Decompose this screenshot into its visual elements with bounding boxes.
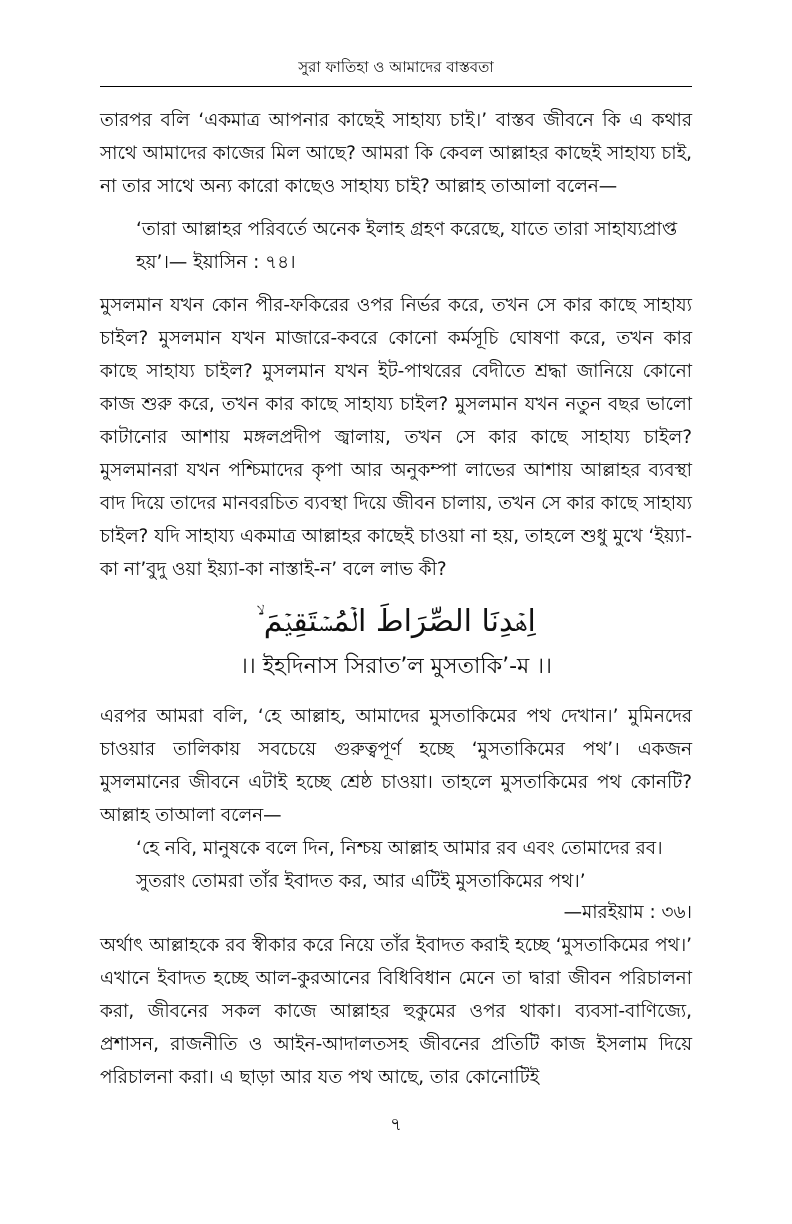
header-rule <box>100 86 692 87</box>
quote-maryam-source: —মারইয়াম : ৩৬। <box>563 902 692 923</box>
arabic-verse: اِهۡدِنَا الصِّرَاطَ الۡمُسۡتَقِيۡمَ ۙ <box>256 604 536 639</box>
quote-yasin: ‘তারা আল্লাহর পরিবর্তে অনেক ইলাহ গ্রহণ করেছে, যাতে তারা সাহায্যপ্রাপ্ত হয়’।— ইয়াসিন : ৭৪। <box>136 219 677 273</box>
verse-transliteration: ।। ইহদিনাস সিরাত’ল মুসতাকি’-ম ।। <box>239 654 552 679</box>
page-number: ৭ <box>390 1114 402 1135</box>
paragraph-1: তারপর বলি ‘একমাত্র আপনার কাছেই সাহায্য চাই।’ বাস্তব জীবনে কি এ কথার সাথে আমাদের কাজের মিল আছে? আমরা কি কেবল আল্লাহর কাছেই সাহায্য চাই, না তার সাথে অন্য কারো কাছেও সাহায্য চাই? আল্লাহ তাআলা বলেন— <box>100 110 692 197</box>
paragraph-4: অর্থাৎ আল্লাহকে রব স্বীকার করে নিয়ে তাঁর ইবাদত করাই হচ্ছে ‘মুসতাকিমের পথ।’ এখানে ইবাদত হচ্ছে আল-কুরআনের বিধিবিধান মেনে তা দ্বারা জীবন পরিচালনা করা, জীবনের সকল কাজে আল্লাহর হুকুমের ওপর থাকা। ব্যবসা-বাণিজ্যে, প্রশাসন, রাজনীতি ও আইন-আদালতসহ জীবনের প্রতিটি কাজ ইসলাম দিয়ে পরিচালনা করা। এ ছাড়া আর যত পথ আছে, তার কোনোটিই <box>100 935 692 1088</box>
running-header: সুরা ফাতিহা ও আমাদের বাস্তবতা <box>298 58 494 76</box>
quote-maryam: ‘হে নবি, মানুষকে বলে দিন, নিশ্চয় আল্লাহ আমার রব এবং তোমাদের রব। সুতরাং তোমরা তাঁর ইবাদত কর, আর এটিই মুসতাকিমের পথ।’ <box>136 838 663 892</box>
page-body <box>100 104 692 1094</box>
paragraph-3: এরপর আমরা বলি, ‘হে আল্লাহ, আমাদের মুসতাকিমের পথ দেখান।’ মুমিনদের চাওয়ার তালিকায় সবচেয়ে গুরুত্বপূর্ণ হচ্ছে ‘মুসতাকিমের পথ’। একজন মুসলমানের জীবনে এটাই হচ্ছে শ্রেষ্ঠ চাওয়া। তাহলে মুসতাকিমের পথ কোনটি? আল্লাহ তাআলা বলেন— <box>100 706 692 826</box>
paragraph-2: মুসলমান যখন কোন পীর-ফকিরের ওপর নির্ভর করে, তখন সে কার কাছে সাহায্য চাইল? মুসলমান যখন মাজারে-কবরে কোনো কর্মসূচি ঘোষণা করে, তখন কার কাছে সাহায্য চাইল? মুসলমান যখন ইট-পাথরের বেদীতে শ্রদ্ধা জানিয়ে কোনো কাজ শুরু করে, তখন কার কাছে সাহায্য চাইল? মুসলমান যখন নতুন বছর ভালো কাটানোর আশায় মঙ্গলপ্রদীপ জ্বালায়, তখন সে কার কাছে সাহায্য চাইল? মুসলমানরা যখন পশ্চিমাদের কৃপা আর অনুকম্পা লাভের আশায় আল্লাহর ব্যবস্থা বাদ দিয়ে তাদের মানবরচিত ব্যবস্থা দিয়ে জীবন চালায়, তখন সে কার কাছে সাহায্য চাইল? যদি সাহায্য একমাত্র আল্লাহর কাছেই চাওয়া না হয়, তাহলে শুধু মুখে ‘ইয়্যা-কা না’বুদু ওয়া ইয়্যা-কা নাস্তাই-ন’ বলে লাভ কী? <box>100 295 692 580</box>
